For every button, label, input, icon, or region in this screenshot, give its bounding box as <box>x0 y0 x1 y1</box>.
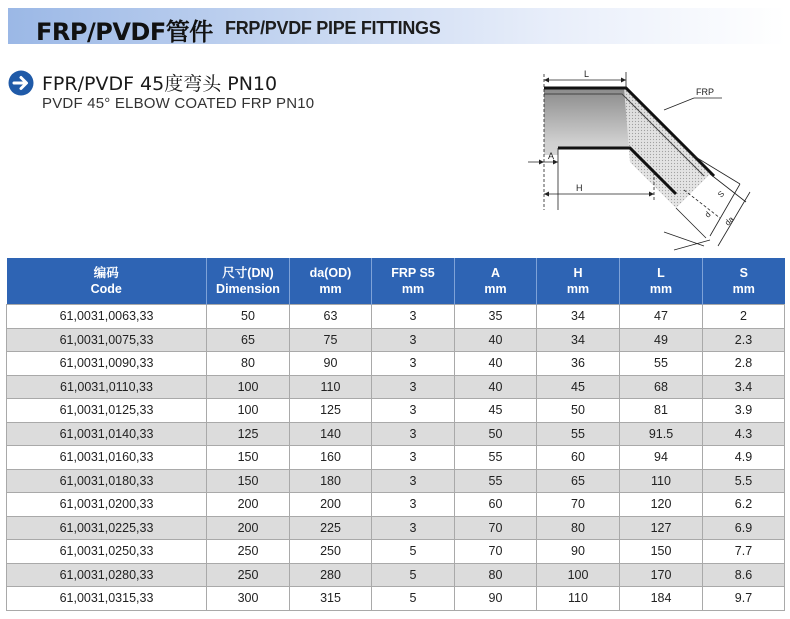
dim-label-frp: FRP <box>696 87 714 97</box>
cell-h: 34 <box>537 328 620 352</box>
cell-dimension: 250 <box>207 540 290 564</box>
cell-a: 80 <box>455 563 537 587</box>
cell-a: 40 <box>455 375 537 399</box>
cell-frp: 3 <box>372 399 455 423</box>
cell-l: 150 <box>620 540 703 564</box>
cell-frp: 3 <box>372 328 455 352</box>
cell-frp: 3 <box>372 352 455 376</box>
dim-label-a: A <box>548 151 555 161</box>
cell-dimension: 250 <box>207 563 290 587</box>
cell-a: 40 <box>455 352 537 376</box>
cell-h: 34 <box>537 305 620 329</box>
dim-label-da: da <box>723 214 736 228</box>
banner-title-en: FRP/PVDF PIPE FITTINGS <box>225 18 441 38</box>
table-row <box>7 352 785 376</box>
table-body <box>7 305 785 611</box>
cell-dimension: 200 <box>207 516 290 540</box>
dim-label-d: d <box>703 209 713 220</box>
cell-dimension: 200 <box>207 493 290 517</box>
cell-a: 90 <box>455 587 537 611</box>
product-title-cn: FPR/PVDF 45度弯头 PN10 <box>42 73 278 95</box>
cell-da: 225 <box>290 516 372 540</box>
cell-s: 4.9 <box>703 446 785 470</box>
cell-h: 36 <box>537 352 620 376</box>
cell-code: 61,0031,0110,33 <box>7 375 207 399</box>
dim-label-s: S <box>716 189 727 200</box>
cell-code: 61,0031,0315,33 <box>7 587 207 611</box>
table-row <box>7 516 785 540</box>
cell-frp: 3 <box>372 516 455 540</box>
cell-s: 6.2 <box>703 493 785 517</box>
cell-da: 63 <box>290 305 372 329</box>
product-title-en: PVDF 45° ELBOW COATED FRP PN10 <box>42 95 315 112</box>
cell-frp: 3 <box>372 493 455 517</box>
table-header-row <box>7 258 785 305</box>
header-code: 编码 Code <box>7 258 207 305</box>
cell-da: 75 <box>290 328 372 352</box>
cell-dimension: 150 <box>207 469 290 493</box>
cell-l: 120 <box>620 493 703 517</box>
cell-h: 50 <box>537 399 620 423</box>
cell-a: 55 <box>455 469 537 493</box>
table-row <box>7 587 785 611</box>
cell-dimension: 100 <box>207 399 290 423</box>
cell-s: 4.3 <box>703 422 785 446</box>
cell-a: 50 <box>455 422 537 446</box>
table-row <box>7 399 785 423</box>
cell-a: 70 <box>455 540 537 564</box>
cell-s: 3.4 <box>703 375 785 399</box>
table-row <box>7 446 785 470</box>
table-row <box>7 305 785 329</box>
cell-s: 8.6 <box>703 563 785 587</box>
cell-da: 160 <box>290 446 372 470</box>
cell-frp: 3 <box>372 446 455 470</box>
header-frp: FRP S5 mm <box>372 258 455 305</box>
cell-a: 35 <box>455 305 537 329</box>
cell-code: 61,0031,0225,33 <box>7 516 207 540</box>
cell-h: 65 <box>537 469 620 493</box>
cell-dimension: 300 <box>207 587 290 611</box>
cell-code: 61,0031,0250,33 <box>7 540 207 564</box>
cell-l: 127 <box>620 516 703 540</box>
cell-h: 70 <box>537 493 620 517</box>
dim-label-h: H <box>576 183 583 193</box>
cell-s: 2 <box>703 305 785 329</box>
cell-h: 90 <box>537 540 620 564</box>
banner-title-cn: FRP/PVDF管件 <box>36 18 213 46</box>
cell-s: 7.7 <box>703 540 785 564</box>
cell-l: 91.5 <box>620 422 703 446</box>
spec-table <box>6 258 785 611</box>
cell-h: 45 <box>537 375 620 399</box>
cell-da: 110 <box>290 375 372 399</box>
cell-code: 61,0031,0075,33 <box>7 328 207 352</box>
table-row <box>7 375 785 399</box>
cell-s: 9.7 <box>703 587 785 611</box>
cell-da: 90 <box>290 352 372 376</box>
table-row <box>7 469 785 493</box>
cell-h: 55 <box>537 422 620 446</box>
header-dimension: 尺寸(DN) Dimension <box>207 258 290 305</box>
cell-frp: 3 <box>372 469 455 493</box>
cell-frp: 5 <box>372 540 455 564</box>
cell-code: 61,0031,0140,33 <box>7 422 207 446</box>
table-row <box>7 422 785 446</box>
cell-a: 70 <box>455 516 537 540</box>
cell-da: 140 <box>290 422 372 446</box>
cell-frp: 5 <box>372 587 455 611</box>
cell-l: 49 <box>620 328 703 352</box>
cell-da: 280 <box>290 563 372 587</box>
cell-code: 61,0031,0063,33 <box>7 305 207 329</box>
arrow-right-circle-icon <box>8 70 34 96</box>
cell-dimension: 100 <box>207 375 290 399</box>
cell-dimension: 125 <box>207 422 290 446</box>
cell-code: 61,0031,0125,33 <box>7 399 207 423</box>
cell-code: 61,0031,0200,33 <box>7 493 207 517</box>
cell-l: 47 <box>620 305 703 329</box>
cell-da: 250 <box>290 540 372 564</box>
cell-s: 5.5 <box>703 469 785 493</box>
cell-da: 125 <box>290 399 372 423</box>
elbow-technical-drawing <box>514 60 784 260</box>
cell-h: 100 <box>537 563 620 587</box>
cell-l: 55 <box>620 352 703 376</box>
cell-h: 60 <box>537 446 620 470</box>
section-banner <box>8 8 786 44</box>
cell-code: 61,0031,0160,33 <box>7 446 207 470</box>
header-s: S mm <box>703 258 785 305</box>
cell-l: 184 <box>620 587 703 611</box>
cell-a: 60 <box>455 493 537 517</box>
cell-h: 110 <box>537 587 620 611</box>
header-l: L mm <box>620 258 703 305</box>
table-row <box>7 493 785 517</box>
cell-a: 45 <box>455 399 537 423</box>
cell-s: 2.8 <box>703 352 785 376</box>
cell-h: 80 <box>537 516 620 540</box>
dim-label-l: L <box>584 69 590 79</box>
table-row <box>7 563 785 587</box>
cell-s: 3.9 <box>703 399 785 423</box>
cell-frp: 3 <box>372 422 455 446</box>
cell-frp: 3 <box>372 375 455 399</box>
cell-da: 200 <box>290 493 372 517</box>
table-row <box>7 328 785 352</box>
cell-code: 61,0031,0180,33 <box>7 469 207 493</box>
table-row <box>7 540 785 564</box>
header-h: H mm <box>537 258 620 305</box>
cell-dimension: 65 <box>207 328 290 352</box>
cell-l: 68 <box>620 375 703 399</box>
cell-l: 94 <box>620 446 703 470</box>
cell-s: 2.3 <box>703 328 785 352</box>
cell-l: 170 <box>620 563 703 587</box>
cell-l: 81 <box>620 399 703 423</box>
cell-dimension: 50 <box>207 305 290 329</box>
cell-frp: 5 <box>372 563 455 587</box>
cell-da: 180 <box>290 469 372 493</box>
cell-dimension: 150 <box>207 446 290 470</box>
cell-code: 61,0031,0090,33 <box>7 352 207 376</box>
header-da: da(OD) mm <box>290 258 372 305</box>
cell-frp: 3 <box>372 305 455 329</box>
cell-s: 6.9 <box>703 516 785 540</box>
cell-da: 315 <box>290 587 372 611</box>
cell-a: 55 <box>455 446 537 470</box>
cell-l: 110 <box>620 469 703 493</box>
cell-dimension: 80 <box>207 352 290 376</box>
header-a: A mm <box>455 258 537 305</box>
cell-code: 61,0031,0280,33 <box>7 563 207 587</box>
cell-a: 40 <box>455 328 537 352</box>
